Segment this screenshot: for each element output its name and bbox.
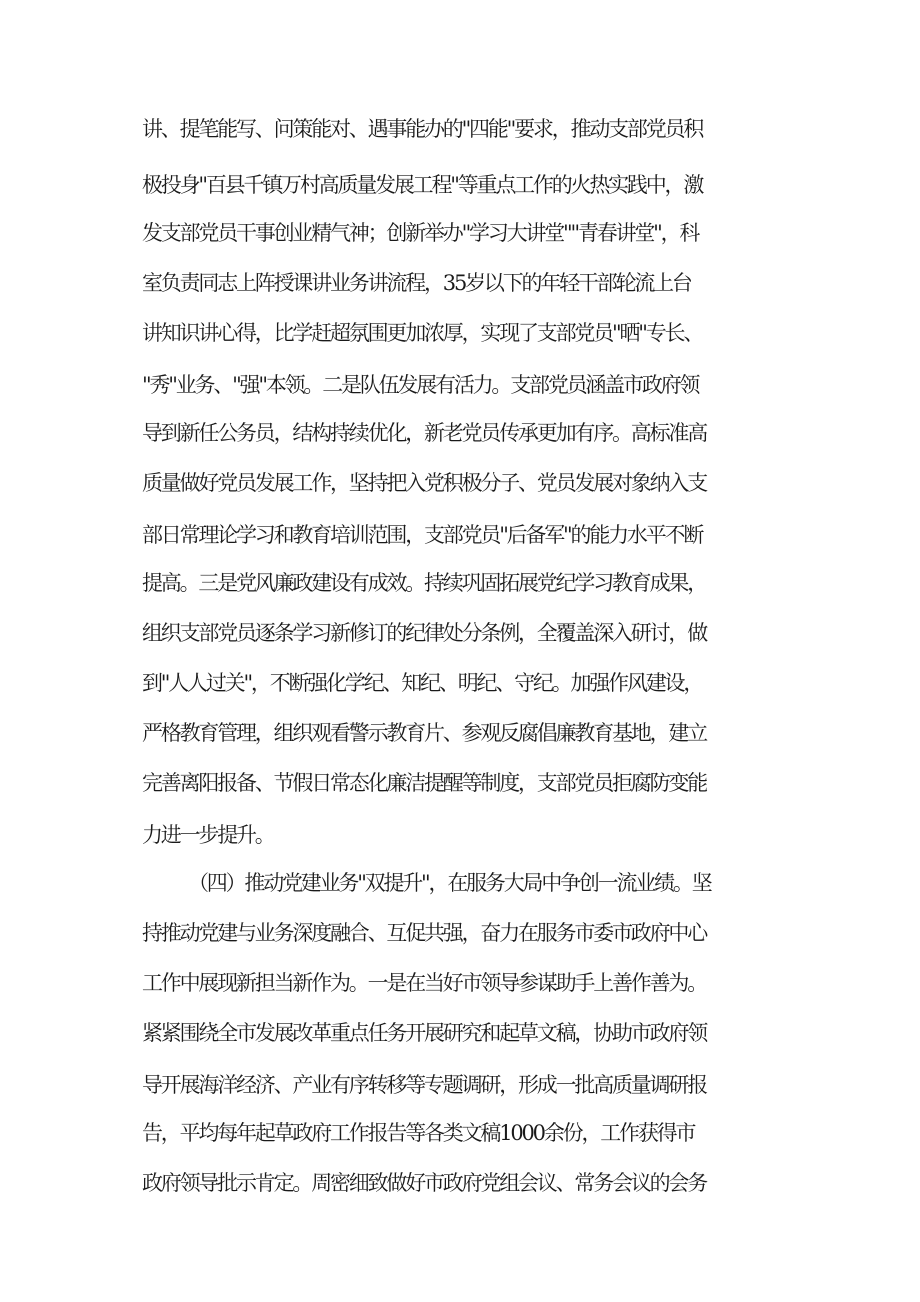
paragraph-line: 导开展海洋经济、产业有序转移等专题调研，形成一批高质量调研报 (142, 1073, 706, 1097)
paragraph-line: 室负责同志上阵授课讲业务讲流程，35岁以下的年轻干部轮流上台 (142, 271, 691, 295)
paragraph-line: 工作中展现新担当新作为。一是在当好市领导参谋助手上善作善为。 (142, 971, 706, 995)
paragraph-line: 质量做好党员发展工作，坚持把入党积极分子、党员发展对象纳入支 (142, 471, 706, 495)
paragraph-line: "秀"业务、"强"本领。二是队伍发展有活力。支部党员涵盖市政府领 (142, 373, 699, 397)
paragraph-line: 部日常理论学习和教育培训范围，支部党员"后备军"的能力水平不断 (142, 523, 703, 547)
paragraph-line: 导到新任公务员，结构持续优化，新老党员传承更加有序。高标准高 (142, 421, 706, 445)
paragraph-line: 政府领导批示肯定。周密细致做好市政府党组会议、常务会议的会务 (142, 1171, 706, 1195)
paragraph-line: 讲、提笔能写、问策能对、遇事能办的"四能"要求，推动支部党员积 (142, 117, 703, 141)
paragraph-line: 极投身"百县千镇万村高质量发展工程"等重点工作的火热实践中，激 (142, 173, 703, 197)
paragraph-line: 力进一步提升。 (142, 823, 274, 847)
paragraph-line: 发支部党员干事创业精气神；创新举办"学习大讲堂""青春讲堂"，科 (142, 221, 699, 245)
paragraph-line: 持推动党建与业务深度融合、互促共强，奋力在服务市委市政府中心 (142, 921, 706, 945)
section-heading-line: （四）推动党建业务"双提升"，在服务大局中争创一流业绩。坚 (188, 871, 711, 895)
paragraph-line: 提高。三是党风廉政建设有成效。持续巩固拓展党纪学习教育成果， (142, 571, 706, 595)
paragraph-line: 讲知识讲心得，比学赶超氛围更加浓厚，实现了支部党员"晒"专长、 (142, 321, 703, 345)
paragraph-line: 完善离阳报备、节假日常态化廉洁提醒等制度，支部党员拒腐防变能 (142, 771, 706, 795)
paragraph-line: 紧紧围绕全市发展改革重点任务开展研究和起草文稿，协助市政府领 (142, 1021, 706, 1045)
paragraph-line: 到"人人过关"，不断强化学纪、知纪、明纪、守纪。加强作风建设， (142, 671, 703, 695)
paragraph-line: 严格教育管理，组织观看警示教育片、参观反腐倡廉教育基地，建立 (142, 721, 706, 745)
paragraph-line: 告，平均每年起草政府工作报告等各类文稿1000余份，工作获得市 (142, 1121, 695, 1145)
paragraph-line: 组织支部党员逐条学习新修订的纪律处分条例，全覆盖深入研讨，做 (142, 621, 706, 645)
